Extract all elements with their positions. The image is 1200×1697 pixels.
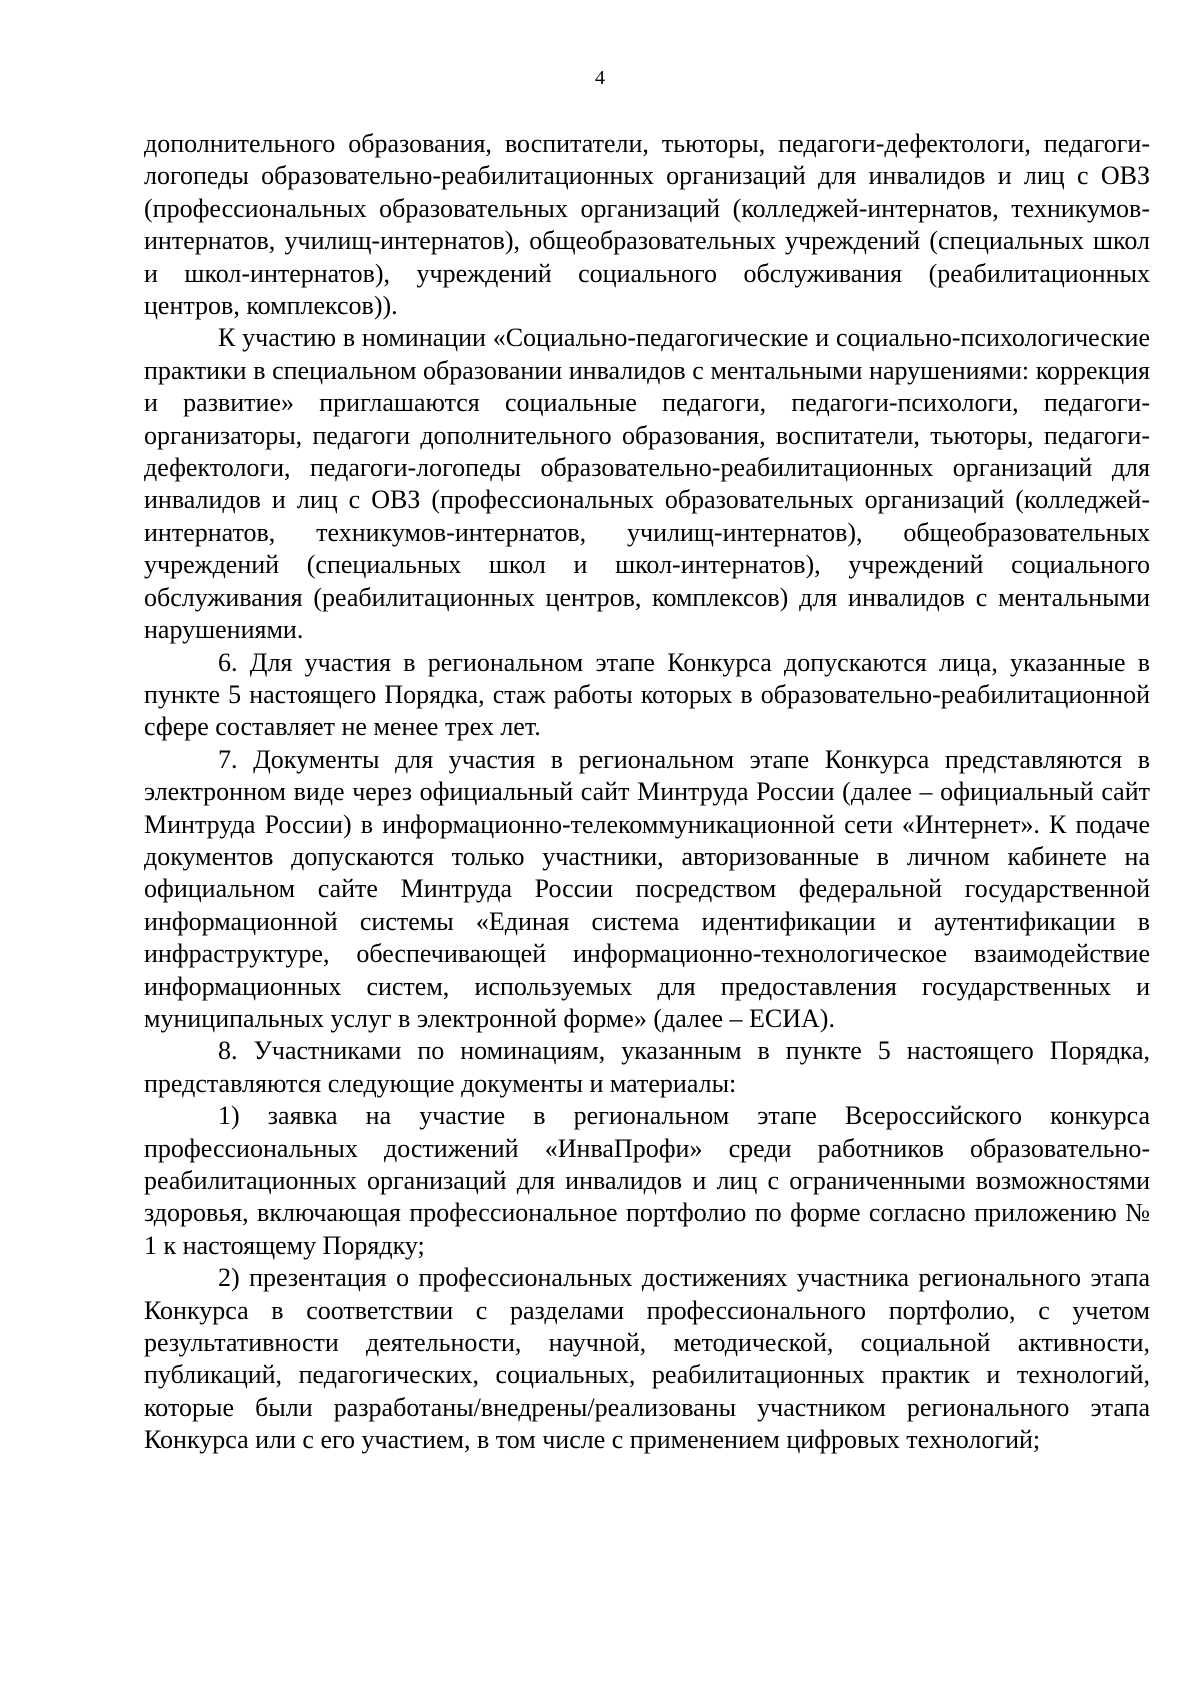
paragraph-nomination: К участию в номинации «Социально-педагогические и социально-психологические практики в специальном образовании инвалидов с ментальными нарушениями: коррекция и развитие» приглашаются социальные педагоги, педагоги-психологи, педагоги-организаторы, педагоги дополнительного образования, воспитатели, тьюторы, педагоги-дефектологи, педагоги-логопеды образовательно-реабилитационных организаций для инвалидов и лиц с ОВЗ (профессиональных образовательных организаций (колледжей-интернатов, техникумов-интернатов, училищ-интернатов), общеобразовательных учреждений (специальных школ и школ-интернатов), учреждений социального обслуживания (реабилитационных центров, комплексов) для инвалидов с ментальными нарушениями. — [144, 323, 1150, 645]
page-number: 4 — [595, 67, 605, 89]
document-body — [144, 128, 1150, 1457]
paragraph-item-1: 1) заявка на участие в региональном этапе Всероссийского конкурса профессиональных достижений «ИнваПрофи» среди работников образовательно-реабилитационных организаций для инвалидов и лиц с ограниченными возможностями здоровья, включающая профессиональное портфолио по форме согласно приложению № 1 к настоящему Порядку; — [144, 1101, 1150, 1260]
paragraph-clause-7: 7. Документы для участия в региональном этапе Конкурса представляются в электронном виде через официальный сайт Минтруда России (далее – официальный сайт Минтруда России) в информационно-телекоммуникационной сети «Интернет». К подаче документов допускаются только участники, авторизованные в личном кабинете на официальном сайте Минтруда России посредством федеральной государственной информационной системы «Единая система идентификации и аутентификации в инфраструктуре, обеспечивающей информационно-технологическое взаимодействие информационных систем, используемых для предоставления государственных и муниципальных услуг в электронной форме» (далее – ЕСИА). — [144, 744, 1150, 1033]
paragraph-continuation: дополнительного образования, воспитатели, тьюторы, педагоги-дефектологи, педагоги-логопеды образовательно-реабилитационных организаций для инвалидов и лиц с ОВЗ (профессиональных образовательных организаций (колледжей-интернатов, техникумов-интернатов, училищ-интернатов), общеобразовательных учреждений (специальных школ и школ-интернатов), учреждений социального обслуживания (реабилитационных центров, комплексов)). — [144, 129, 1150, 321]
paragraph-clause-6: 6. Для участия в региональном этапе Конкурса допускаются лица, указанные в пункте 5 настоящего Порядка, стаж работы которых в образовательно-реабилитационной сфере составляет не менее трех лет. — [144, 647, 1150, 742]
paragraph-item-2: 2) презентация о профессиональных достижениях участника регионального этапа Конкурса в соответствии с разделами профессионального портфолио, с учетом результативности деятельности, научной, методической, социальной активности, публикаций, педагогических, социальных, реабилитационных практик и технологий, которые были разработаны/внедрены/реализованы участником регионального этапа Конкурса или с его участием, в том числе с применением цифровых технологий; — [144, 1263, 1150, 1455]
paragraph-clause-8: 8. Участниками по номинациям, указанным в пункте 5 настоящего Порядка, представляются следующие документы и материалы: — [144, 1036, 1150, 1098]
